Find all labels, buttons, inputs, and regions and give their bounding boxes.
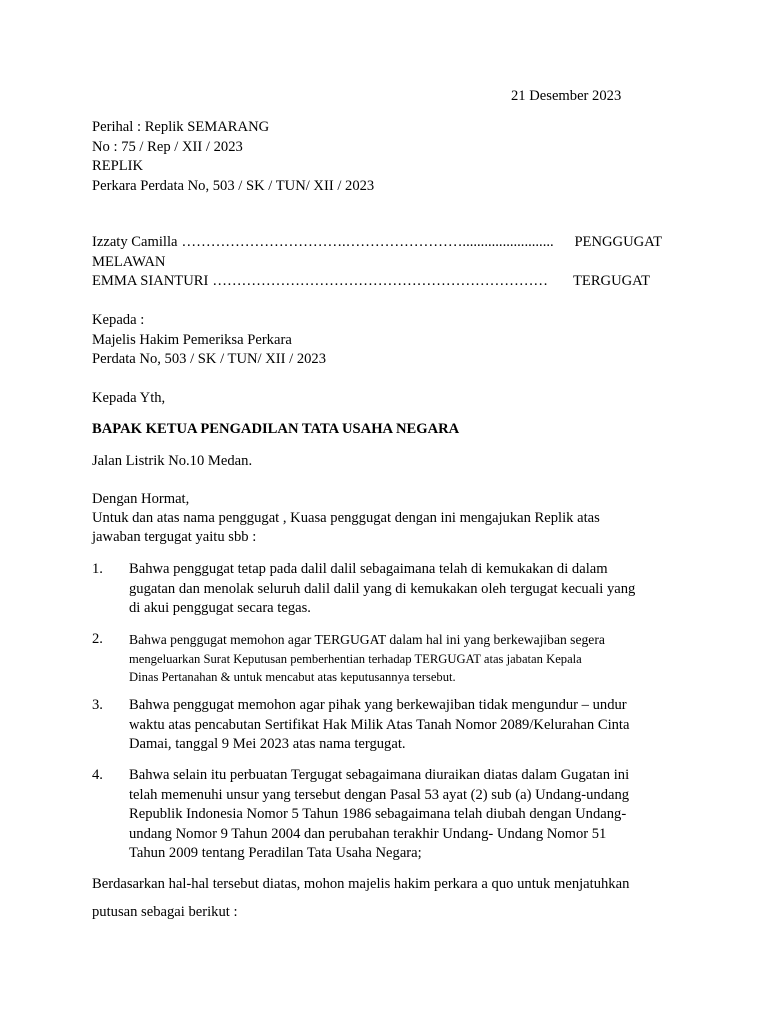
penggugat-name: Izzaty Camilla: [92, 234, 178, 250]
kepada-line-1: Majelis Hakim Pemeriksa Perkara: [92, 332, 292, 348]
item-line: Bahwa selain itu perbuatan Tergugat sebagaimana diuraikan diatas dalam Gugatan ini: [129, 767, 630, 783]
item-line: gugatan dan menolak seluruh dalil dalil yang di kemukakan oleh tergugat kecuali yang: [129, 580, 636, 597]
item-line: Bahwa penggugat memohon agar TERGUGAT dalam hal ini yang berkewajiban segera: [129, 632, 605, 647]
tergugat-role: TERGUGAT: [572, 273, 650, 289]
list-item: [129, 696, 674, 755]
kepada-yth: Kepada Yth,: [92, 390, 166, 406]
document-type: REPLIK: [92, 158, 144, 174]
kepada-line-2: Perdata No, 503 / SK / TUN/ XII / 2023: [92, 351, 327, 367]
closing-line-1: Berdasarkan hal-hal tersebut diatas, mohon majelis hakim perkara a quo untuk menjatuhkan: [92, 876, 630, 892]
item-number: 1.: [92, 561, 103, 577]
item-line: undang Nomor 9 Tahun 2004 dan perubahan terakhir Undang- Undang Nomor 51: [129, 825, 607, 842]
letter-date: 21 Desember 2023: [511, 88, 622, 104]
salutation: Dengan Hormat,: [92, 491, 190, 507]
list-item: [129, 560, 674, 619]
item-line: Bahwa penggugat tetap pada dalil dalil sebagaimana telah di kemukakan di dalam: [129, 561, 608, 577]
item-line: Dinas Pertanahan & untuk mencabut atas keputusannya tersebut.: [129, 669, 456, 684]
item-line: Tahun 2009 tentang Peradilan Tata Usaha Negara;: [129, 845, 422, 861]
item-line: di akui penggugat secara tegas.: [129, 600, 311, 616]
addressee-title: BAPAK KETUA PENGADILAN TATA USAHA NEGARA: [92, 421, 460, 437]
kepada-label: Kepada :: [92, 312, 145, 328]
melawan-label: MELAWAN: [92, 254, 166, 270]
addressee-address: Jalan Listrik No.10 Medan.: [92, 453, 253, 469]
item-line: waktu atas pencabutan Sertifikat Hak Milik Atas Tanah Nomor 2089/Kelurahan Cinta: [129, 716, 630, 733]
tergugat-line: [92, 272, 650, 292]
opening-line-1: Untuk dan atas nama penggugat , Kuasa penggugat dengan ini mengajukan Replik atas: [92, 510, 600, 526]
item-line: telah memenuhi unsur yang tersebut dengan Pasal 53 ayat (2) sub (a) Undang-undang: [129, 786, 630, 803]
item-number: 4.: [92, 767, 103, 783]
item-line: Republik Indonesia Nomor 5 Tahun 1986 sebagaimana telah diubah dengan Undang-: [129, 806, 627, 822]
nomor-line: No : 75 / Rep / XII / 2023: [92, 139, 243, 155]
item-line: Bahwa penggugat memohon agar pihak yang berkewajiban tidak mengundur – undur: [129, 697, 627, 713]
item-number: 3.: [92, 697, 103, 713]
penggugat-role: PENGGUGAT: [574, 234, 662, 250]
perkara-line: Perkara Perdata No, 503 / SK / TUN/ XII / 2023: [92, 178, 375, 194]
item-line: mengeluarkan Surat Keputusan pemberhentian terhadap TERGUGAT atas jabatan Kepala: [129, 651, 582, 666]
penggugat-dots: …………………………….…………………….........................: [181, 234, 554, 250]
tergugat-dots: ……………………………………………………………: [212, 273, 549, 289]
opening-line-2: jawaban tergugat yaitu sbb :: [92, 529, 257, 545]
penggugat-line: [92, 233, 662, 253]
item-line: Damai, tanggal 9 Mei 2023 atas nama tergugat.: [129, 736, 406, 752]
item-number: 2.: [92, 631, 103, 647]
list-item: [129, 630, 674, 686]
perihal-line: Perihal : Replik SEMARANG: [92, 119, 270, 135]
list-item: [129, 766, 674, 864]
closing-line-2: putusan sebagai berikut :: [92, 904, 238, 920]
tergugat-name: EMMA SIANTURI: [92, 273, 209, 289]
